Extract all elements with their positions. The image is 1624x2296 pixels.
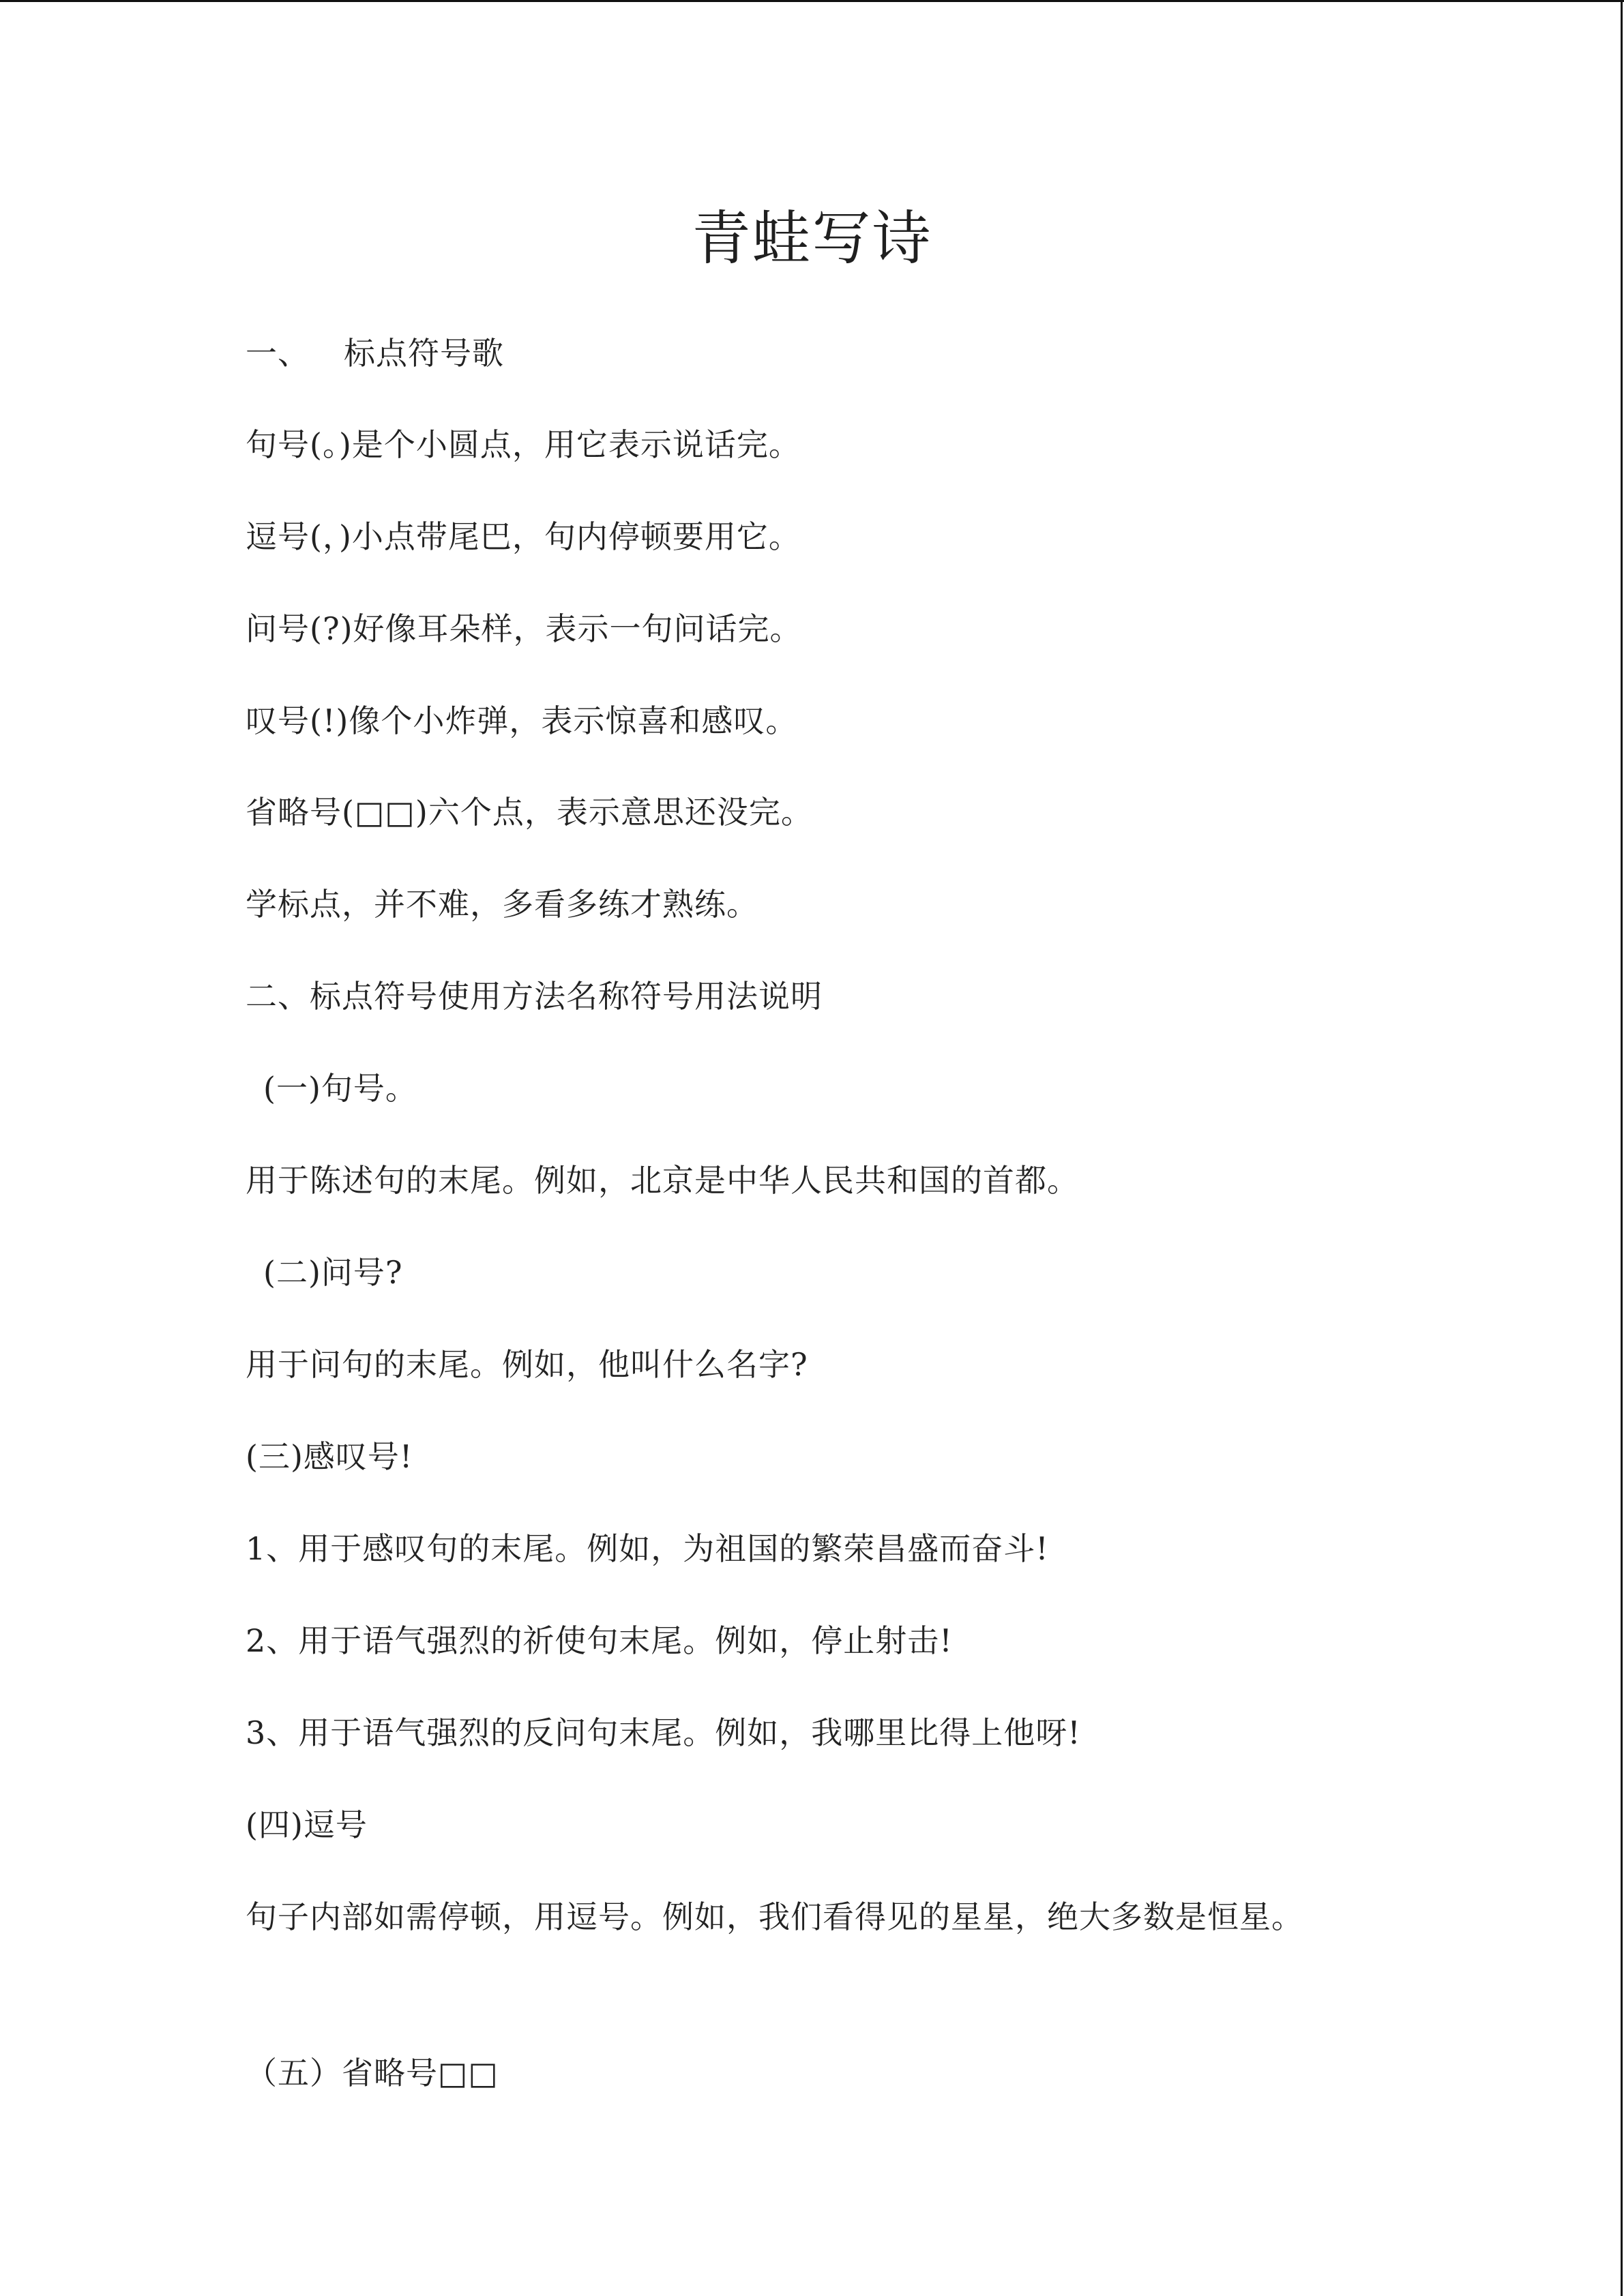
song-line-exclamation: 叹号(!)像个小炸弹，表示惊喜和感叹。: [246, 702, 798, 739]
section1-number: 一、: [246, 335, 310, 372]
page-border-top: [0, 0, 1624, 2]
section1-heading: [246, 333, 504, 374]
exclamation-usage-3: 3、用于语气强烈的反问句末尾。例如，我哪里比得上他呀!: [246, 1714, 1081, 1751]
ellipsis-heading: （五）省略号□□: [246, 2055, 499, 2091]
song-line-period: 句号(。)是个小圆点，用它表示说话完。: [246, 426, 801, 463]
section1-title: 标点符号歌: [344, 335, 504, 372]
song-line-question: 问号(?)好像耳朵样，表示一句问话完。: [246, 610, 802, 647]
exclamation-usage-2: 2、用于语气强烈的祈使句末尾。例如，停止射击!: [246, 1622, 953, 1659]
page-border-right: [1621, 0, 1623, 2296]
exclamation-heading: (三)感叹号!: [246, 1438, 413, 1475]
song-line-closing: 学标点，并不难，多看多练才熟练。: [246, 886, 758, 923]
period-heading: (一)句号。: [263, 1070, 417, 1107]
comma-usage: 句子内部如需停顿，用逗号。例如，我们看得见的星星，绝大多数是恒星。: [246, 1898, 1303, 1935]
exclamation-usage-1: 1、用于感叹句的末尾。例如，为祖国的繁荣昌盛而奋斗!: [246, 1530, 1049, 1567]
song-line-ellipsis: 省略号(□□)六个点，表示意思还没完。: [246, 794, 813, 831]
song-line-comma: 逗号(，)小点带尾巴，句内停顿要用它。: [246, 518, 801, 555]
comma-heading: (四)逗号: [246, 1806, 368, 1843]
section2-heading: 二、标点符号使用方法名称符号用法说明: [246, 978, 823, 1015]
question-heading: (二)问号?: [263, 1254, 403, 1291]
document-title: 青蛙写诗: [692, 205, 932, 273]
question-usage: 用于问句的末尾。例如，他叫什么名字?: [246, 1346, 808, 1383]
period-usage: 用于陈述句的末尾。例如，北京是中华人民共和国的首都。: [246, 1162, 1079, 1199]
